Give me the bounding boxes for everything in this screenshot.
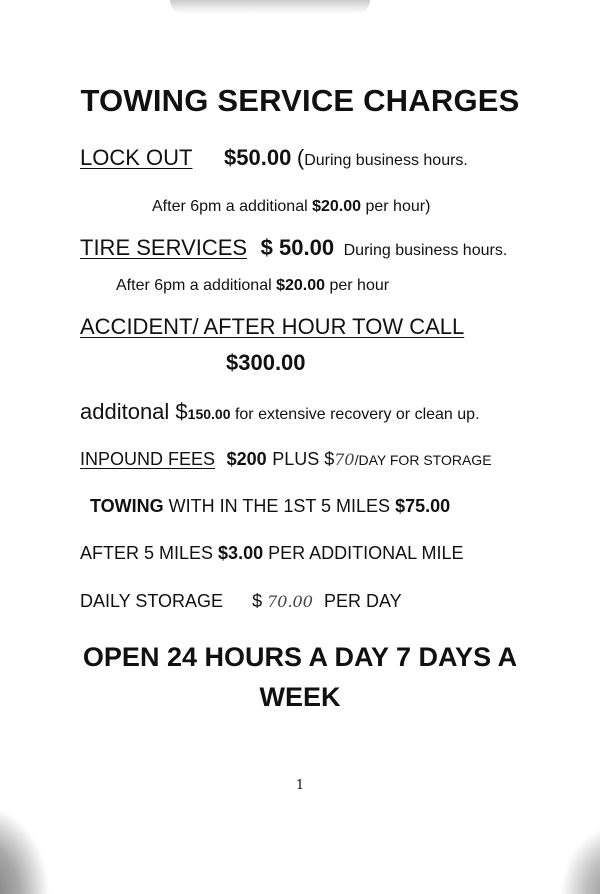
- open-hours-line-1: OPEN 24 HOURS A DAY 7 DAYS A: [82, 642, 518, 672]
- scan-shadow-bottom-left: [0, 804, 50, 894]
- page-number: 1: [295, 778, 305, 793]
- page-title: TOWING SERVICE CHARGES: [80, 83, 520, 118]
- storage-post: PER DAY: [323, 591, 402, 611]
- towing-text: WITH IN THE 1ST 5 MILES: [163, 496, 396, 516]
- after-miles-text: AFTER 5 MILES: [80, 543, 219, 563]
- storage-handwritten-amount: 70.00: [267, 592, 313, 611]
- scan-shadow-bottom-right: [560, 824, 600, 894]
- storage-label: DAILY STORAGE: [80, 591, 224, 611]
- impound-line: [80, 447, 492, 472]
- tire-note: During business hours.: [343, 242, 508, 259]
- tire-after-amount: $20.00: [276, 277, 326, 294]
- accident-price: $300.00: [226, 350, 306, 375]
- lockout-label: LOCK OUT: [80, 145, 193, 170]
- additional-dollar: $: [175, 399, 188, 424]
- additional-text: additonal: [80, 399, 176, 424]
- impound-plus: PLUS: [272, 449, 325, 469]
- impound-post: /DAY FOR STORAGE: [354, 452, 492, 468]
- lockout-after-line: [152, 195, 430, 219]
- additional-line: [80, 400, 480, 427]
- tire-label: TIRE SERVICES: [80, 235, 248, 260]
- towing-line: [90, 494, 450, 518]
- scan-shadow-top: [170, 0, 370, 14]
- after-miles-line: [80, 541, 463, 565]
- lockout-note: During business hours.: [304, 152, 468, 169]
- tire-after-post: per hour: [325, 277, 390, 294]
- tire-line: [80, 236, 507, 263]
- impound-price: $200: [226, 449, 267, 469]
- storage-line: [80, 589, 402, 614]
- towing-bold: TOWING: [90, 496, 164, 516]
- additional-amount: 150.00: [187, 406, 231, 422]
- additional-post: for extensive recovery or clean up.: [230, 406, 480, 423]
- after-miles-post: PER ADDITIONAL MILE: [263, 543, 464, 563]
- lockout-after-amount: $20.00: [312, 198, 362, 215]
- accident-line: [80, 315, 464, 339]
- towing-price: $75.00: [395, 496, 451, 516]
- accident-label: ACCIDENT/ AFTER HOUR TOW CALL: [80, 314, 465, 339]
- impound-dollar: $: [324, 449, 335, 469]
- tire-after-text: After 6pm a additional: [116, 277, 277, 294]
- lockout-price: $50.00: [224, 145, 292, 170]
- lockout-paren: (: [296, 145, 305, 170]
- tire-after-line: [116, 274, 389, 298]
- open-hours-line-2: WEEK: [259, 682, 341, 712]
- impound-label: INPOUND FEES: [80, 449, 216, 469]
- lockout-after-post: per hour): [361, 198, 431, 215]
- storage-dollar: $: [252, 591, 263, 611]
- tire-price: $ 50.00: [260, 235, 335, 260]
- lockout-line: [80, 146, 468, 173]
- after-miles-price: $3.00: [218, 543, 264, 563]
- impound-handwritten-amount: 70: [334, 450, 355, 469]
- lockout-after-text: After 6pm a additional: [152, 198, 313, 215]
